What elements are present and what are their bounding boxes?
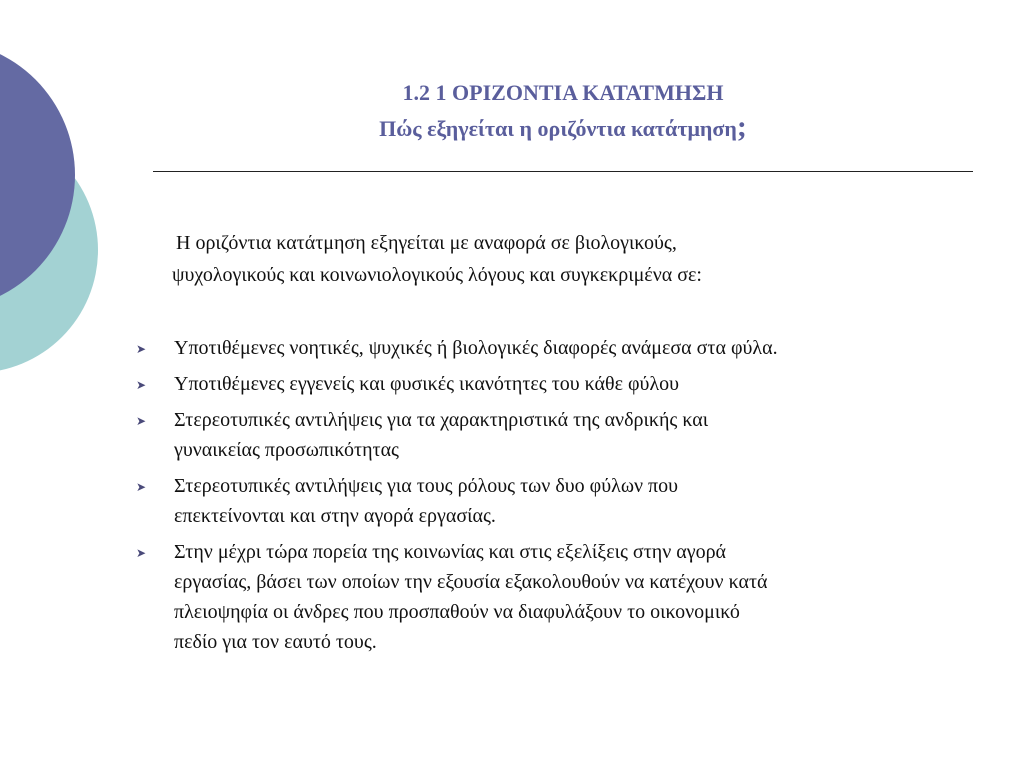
arrow-bullet-icon: ➤ bbox=[136, 546, 147, 560]
title-heading: 1.2 1 ΟΡΙΖΟΝΤΙΑ ΚΑΤΑΤΜΗΣΗ bbox=[402, 80, 724, 105]
bullet-item bbox=[132, 333, 972, 363]
intro-line: Η οριζόντια κατάτμηση εξηγείται με αναφορά σε βιολογικούς, bbox=[176, 232, 677, 254]
arrow-bullet-icon: ➤ bbox=[136, 378, 147, 392]
bullet-item bbox=[132, 537, 972, 657]
bullet-text: Στερεοτυπικές αντιλήψεις για τα χαρακτηριστικά της ανδρικής και bbox=[174, 409, 709, 431]
bullet-text: Στην μέχρι τώρα πορεία της κοινωνίας και στις εξελίξεις στην αγορά bbox=[174, 541, 727, 563]
bullet-list bbox=[132, 333, 972, 663]
arrow-bullet-icon: ➤ bbox=[136, 480, 147, 494]
bullet-item bbox=[132, 369, 972, 399]
bullet-text: Στερεοτυπικές αντιλήψεις για τους ρόλους των δυο φύλων που bbox=[174, 475, 679, 497]
bullet-text: Υποτιθέμενες εγγενείς και φυσικές ικανότητες του κάθε φύλου bbox=[174, 373, 680, 395]
arrow-bullet-icon: ➤ bbox=[136, 414, 147, 428]
slide-title bbox=[150, 76, 976, 146]
title-subheading bbox=[150, 110, 976, 146]
decorative-circles bbox=[0, 0, 120, 420]
bullet-item bbox=[132, 471, 972, 531]
bullet-text: Υποτιθέμενες νοητικές, ψυχικές ή βιολογικές διαφορές ανάμεσα στα φύλα. bbox=[174, 337, 778, 359]
bullet-text: πλειοψηφία οι άνδρες που προσπαθούν να διαφυλάξουν το οικονομικό bbox=[174, 601, 740, 623]
intro-paragraph bbox=[172, 227, 972, 291]
title-divider bbox=[153, 171, 973, 172]
bullet-item bbox=[132, 405, 972, 465]
bullet-text: γυναικείας προσωπικότητας bbox=[174, 439, 399, 461]
title-question-mark: ; bbox=[736, 110, 747, 143]
bullet-text: εργασίας, βάσει των οποίων την εξουσία εξακολουθούν να κατέχουν κατά bbox=[174, 571, 768, 593]
bullet-text: επεκτείνονται και στην αγορά εργασίας. bbox=[174, 505, 496, 527]
intro-line: ψυχολογικούς και κοινωνιολογικούς λόγους και συγκεκριμένα σε: bbox=[172, 264, 702, 286]
bullet-text: πεδίο για τον εαυτό τους. bbox=[174, 631, 377, 653]
title-subheading-text: Πώς εξηγείται η οριζόντια κατάτμηση bbox=[379, 116, 737, 141]
arrow-bullet-icon: ➤ bbox=[136, 342, 147, 356]
